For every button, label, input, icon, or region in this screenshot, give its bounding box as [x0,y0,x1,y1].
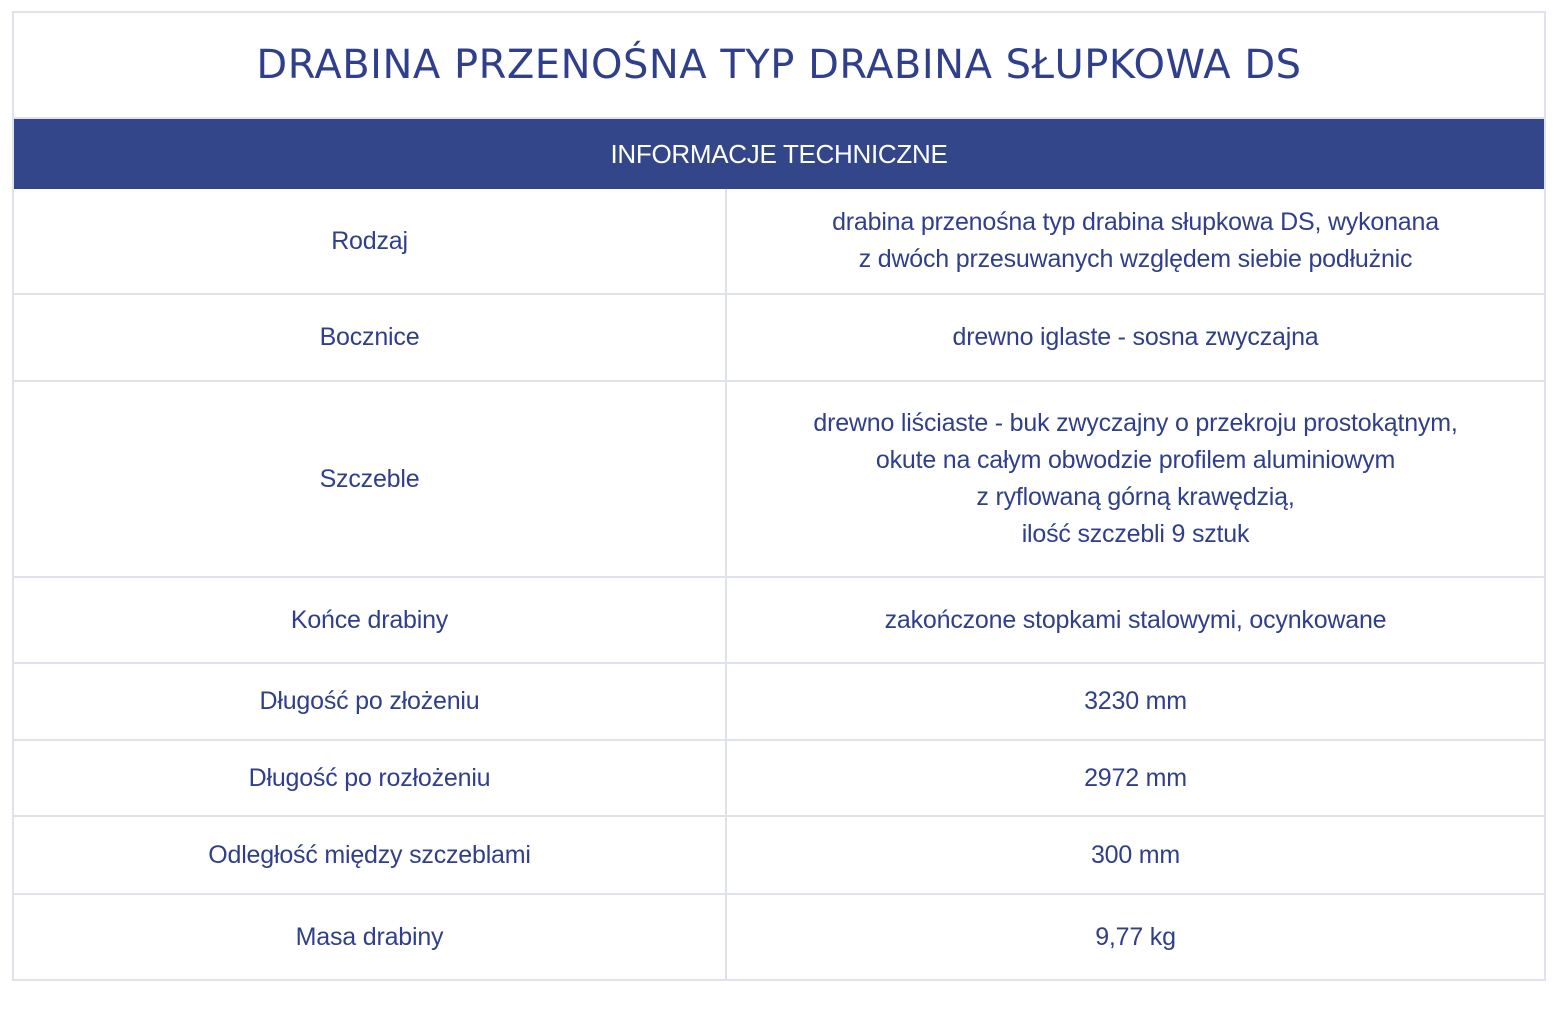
row-label: Długość po złożeniu [14,663,726,740]
row-value [726,294,1544,381]
row-label: Odległość między szczeblami [14,816,726,894]
row-value [726,189,1544,294]
row-value [726,894,1544,979]
value-line: okute na całym obwodzie profilem aluminiowym [875,446,1396,474]
row-value [726,740,1544,816]
row-label: Końce drabiny [14,577,726,663]
value-line: z ryflowaną górną krawędzią, [976,483,1295,511]
table-row [14,816,1544,894]
value-line: zakończone stopkami stalowymi, ocynkowane [884,605,1387,634]
value-line: drewno iglaste - sosna zwyczajna [952,323,1319,351]
row-label: Długość po rozłożeniu [14,740,726,816]
row-label: Rodzaj [14,189,726,294]
table-row [14,189,1544,294]
row-label: Masa drabiny [14,894,726,979]
value-line: z dwóch przesuwanych względem siebie podłużnic [858,245,1413,273]
row-label: Bocznice [14,294,726,381]
value-line: ilość szczebli 9 sztuk [1021,520,1250,548]
table-row [14,740,1544,816]
row-value [726,577,1544,663]
section-header: INFORMACJE TECHNICZNE [14,119,1544,189]
row-value [726,381,1544,577]
value-line: 2972 mm [1084,763,1187,792]
spec-table [14,189,1544,979]
table-row [14,381,1544,577]
table-row [14,894,1544,979]
value-line: 9,77 kg [1095,922,1176,951]
row-value [726,663,1544,740]
table-row [14,577,1544,663]
row-value [726,816,1544,894]
spec-sheet [12,11,1546,981]
value-line: drabina przenośna typ drabina słupkowa DS, wykonana [832,208,1439,236]
value-line: 3230 mm [1084,687,1187,715]
page-title: DRABINA PRZENOŚNA TYP DRABINA SŁUPKOWA DS [14,13,1544,119]
value-line: drewno liściaste - buk zwyczajny o przekroju prostokątnym, [813,409,1458,437]
value-line: 300 mm [1090,840,1181,869]
table-row [14,294,1544,381]
table-row [14,663,1544,740]
row-label: Szczeble [14,381,726,577]
